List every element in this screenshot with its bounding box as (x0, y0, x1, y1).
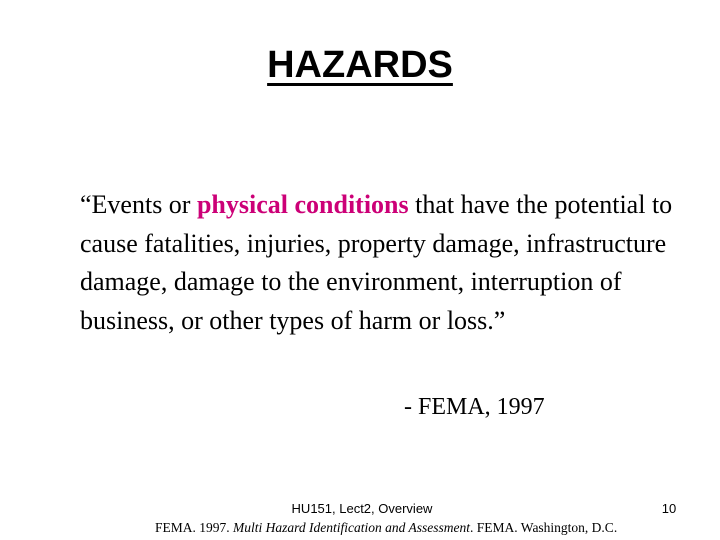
quote-text (80, 186, 680, 340)
citation-prefix: FEMA. 1997. (155, 520, 234, 535)
page-number: 10 (661, 501, 677, 516)
close-quote: ” (493, 305, 506, 335)
citation-title: Multi Hazard Identification and Assessment (233, 520, 471, 535)
open-quote: “ (80, 190, 92, 219)
quote-attribution: - FEMA, 1997 (404, 394, 545, 420)
quote-highlight: physical conditions (196, 190, 409, 219)
citation-suffix: . FEMA. Washington, D.C. (470, 520, 618, 535)
quote-before: Events or (91, 190, 197, 219)
slide-title: HAZARDS (267, 44, 453, 86)
footer-course-label: HU151, Lect2, Overview (291, 501, 433, 516)
quote-after: that have the potential to cause fatalities, injuries, property damage, infrastructure damage, damage to the environment, interruption of business, or other types of harm or loss. (80, 190, 673, 335)
footer-citation (155, 520, 617, 536)
